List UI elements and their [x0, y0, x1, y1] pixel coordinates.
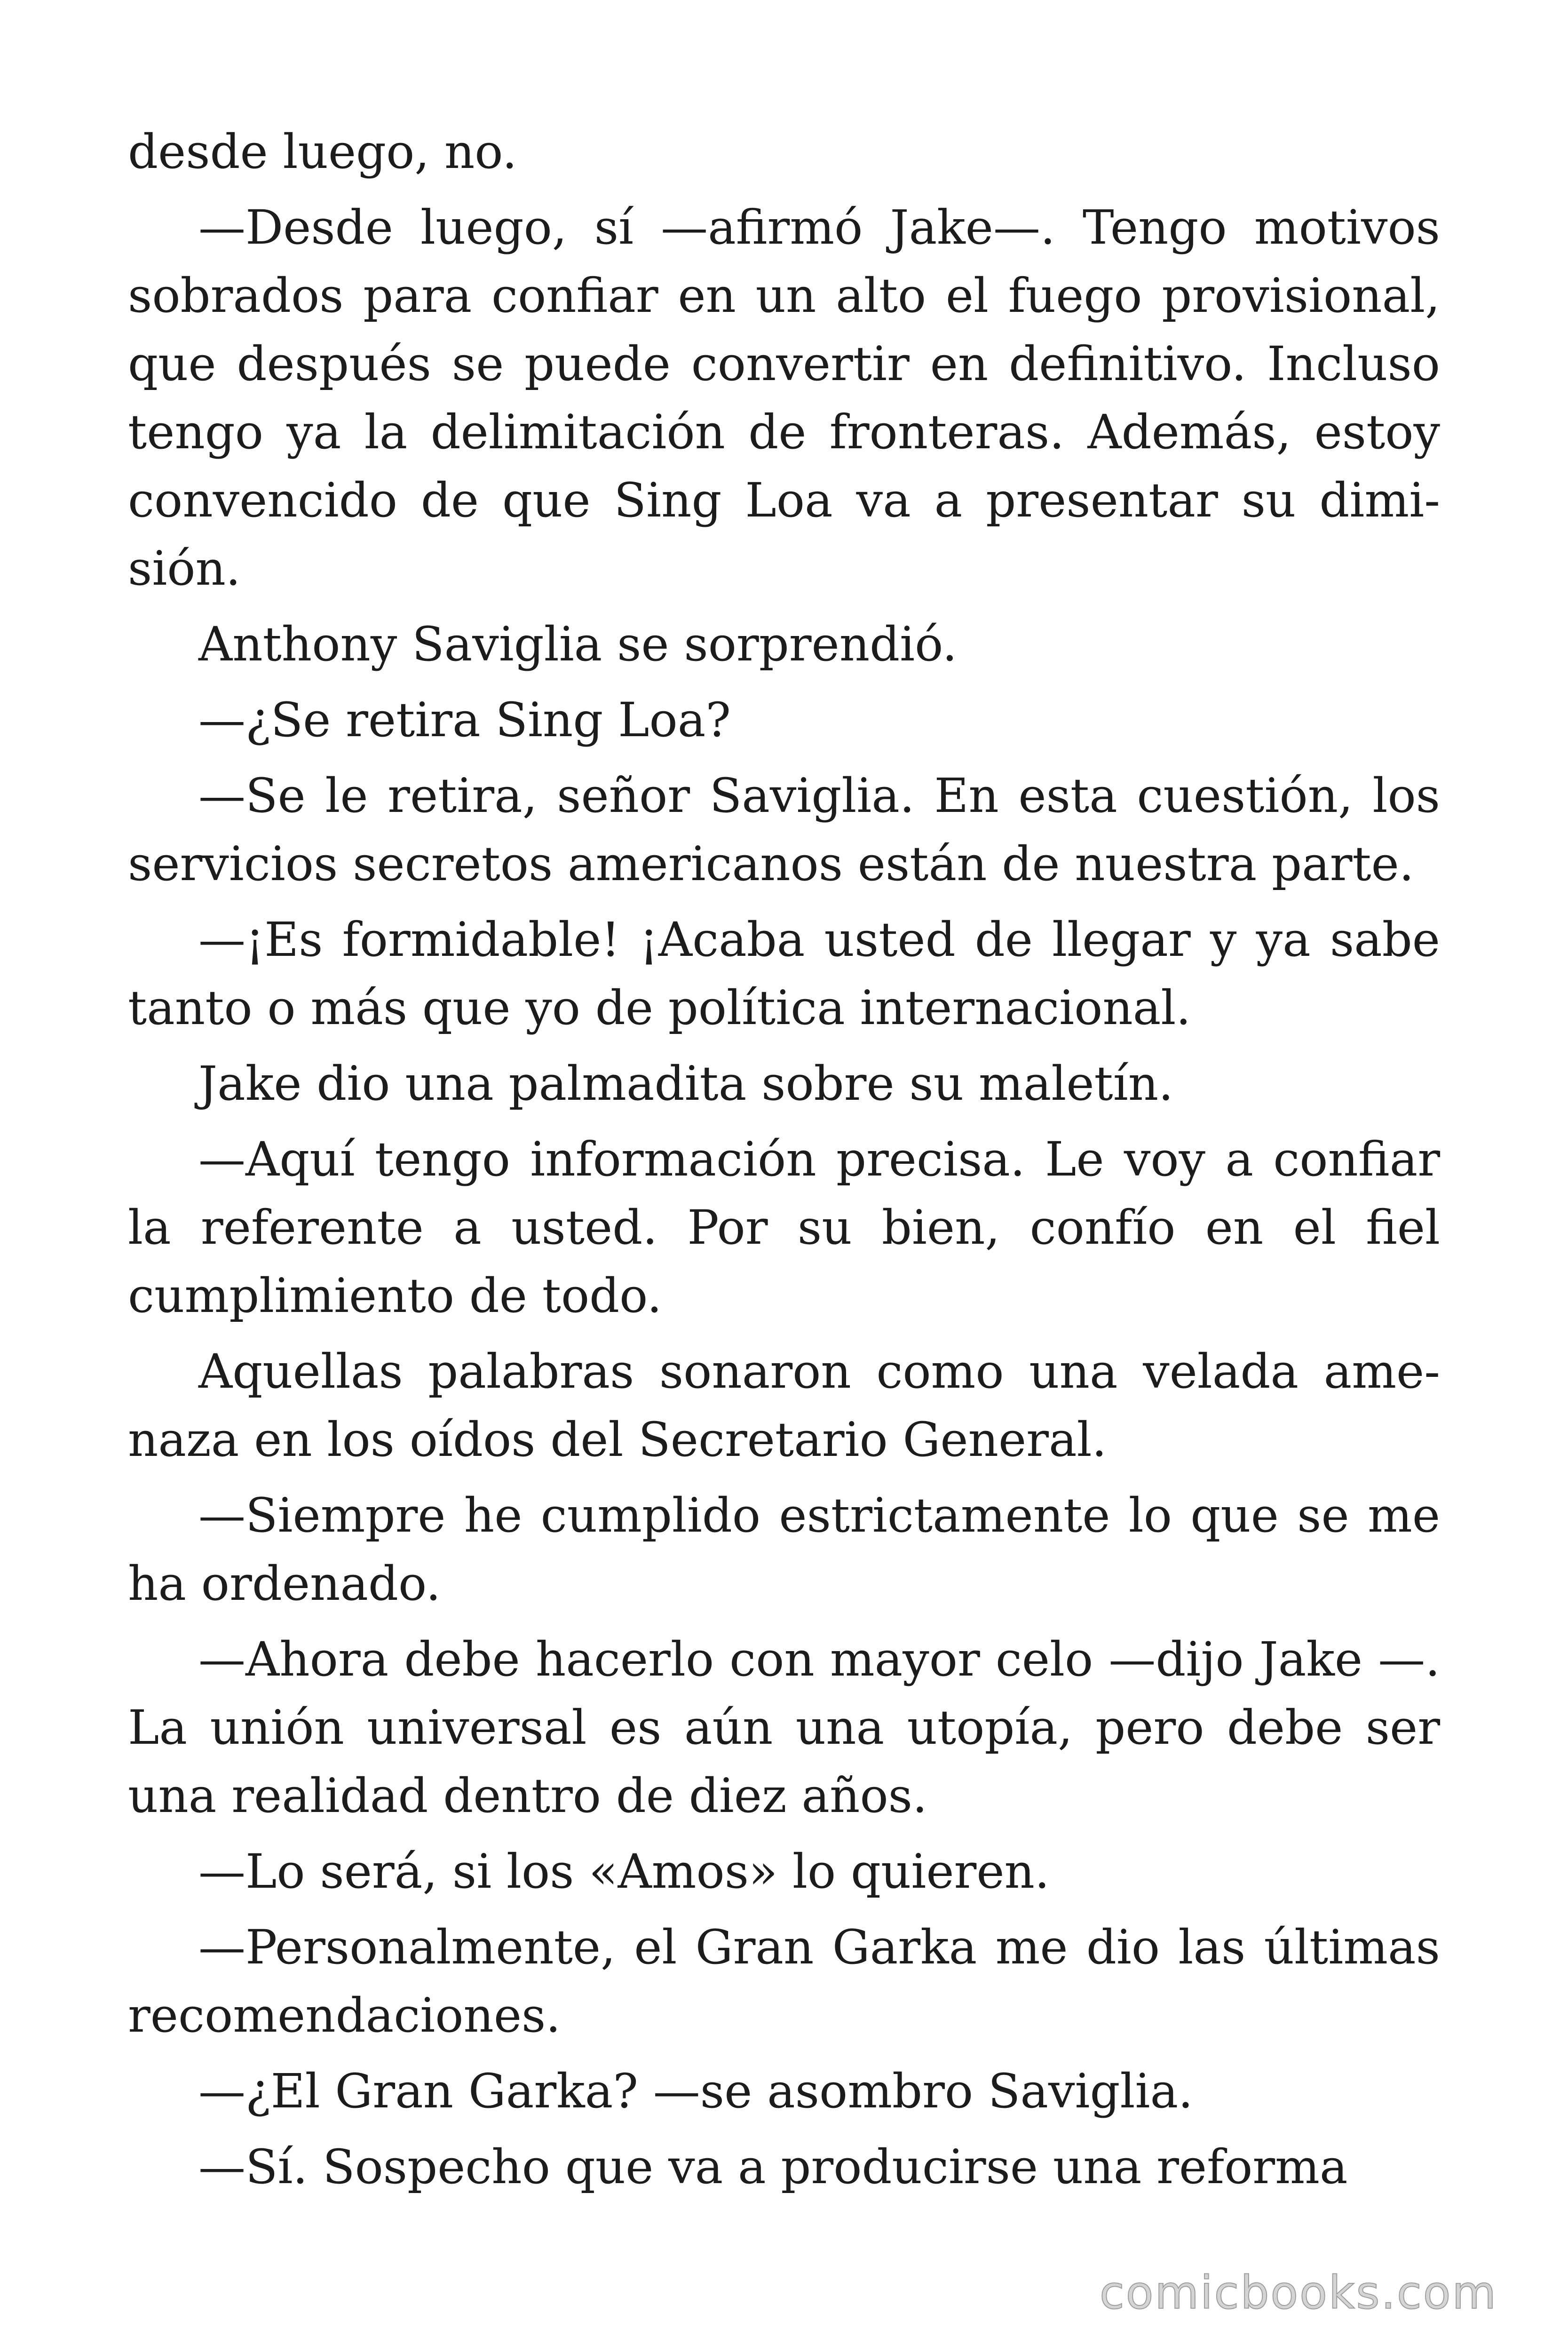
watermark: comicbooks.com — [1099, 2266, 1497, 2319]
paragraph: —Ahora debe hacerlo con mayor celo —dijo Jake —. La unión universal es aún una utopía, pero debe ser una realidad dentro de diez años. — [128, 1632, 1440, 1823]
paragraph: Anthony Saviglia se sorprendió. — [198, 617, 958, 672]
paragraph: —Desde luego, sí —afirmó Jake—. Tengo motivos sobrados para confiar en un alto el fuego provisional, que después se puede convertir en definitivo. Incluso tengo ya la delimitación de fronteras. Además, estoy convencido de que Sing Loa va a presentar su dimisión. — [128, 200, 1440, 596]
document-page — [128, 118, 1440, 2209]
paragraph: —¿El Gran Garka? —se asombro Saviglia. — [198, 2064, 1193, 2119]
paragraph: Aquellas palabras sonaron como una velada amenaza en los oídos del Secretario General. — [128, 1344, 1440, 1467]
paragraph-continuation: desde luego, no. — [128, 124, 517, 179]
paragraph: —Personalmente, el Gran Garka me dio las últimas recomendaciones. — [128, 1920, 1440, 2043]
paragraph: —Lo será, si los «Amos» lo quieren. — [198, 1844, 1050, 1899]
paragraph: —Siempre he cumplido estrictamente lo que se me ha ordenado. — [128, 1488, 1440, 1611]
paragraph: —Sí. Sospecho que va a producirse una reforma — [198, 2139, 1348, 2194]
paragraph: —¿Se retira Sing Loa? — [198, 692, 731, 747]
paragraph: —¡Es formidable! ¡Acaba usted de llegar y ya sabe tanto o más que yo de política internacional. — [128, 912, 1440, 1035]
paragraph: —Aquí tengo información precisa. Le voy a confiar la referente a usted. Por su bien, confío en el fiel cumplimiento de todo. — [128, 1132, 1440, 1323]
paragraph: Jake dio una palmadita sobre su maletín. — [198, 1056, 1173, 1111]
paragraph: —Se le retira, señor Saviglia. En esta cuestión, los servicios secretos americanos están de nuestra parte. — [128, 768, 1440, 891]
